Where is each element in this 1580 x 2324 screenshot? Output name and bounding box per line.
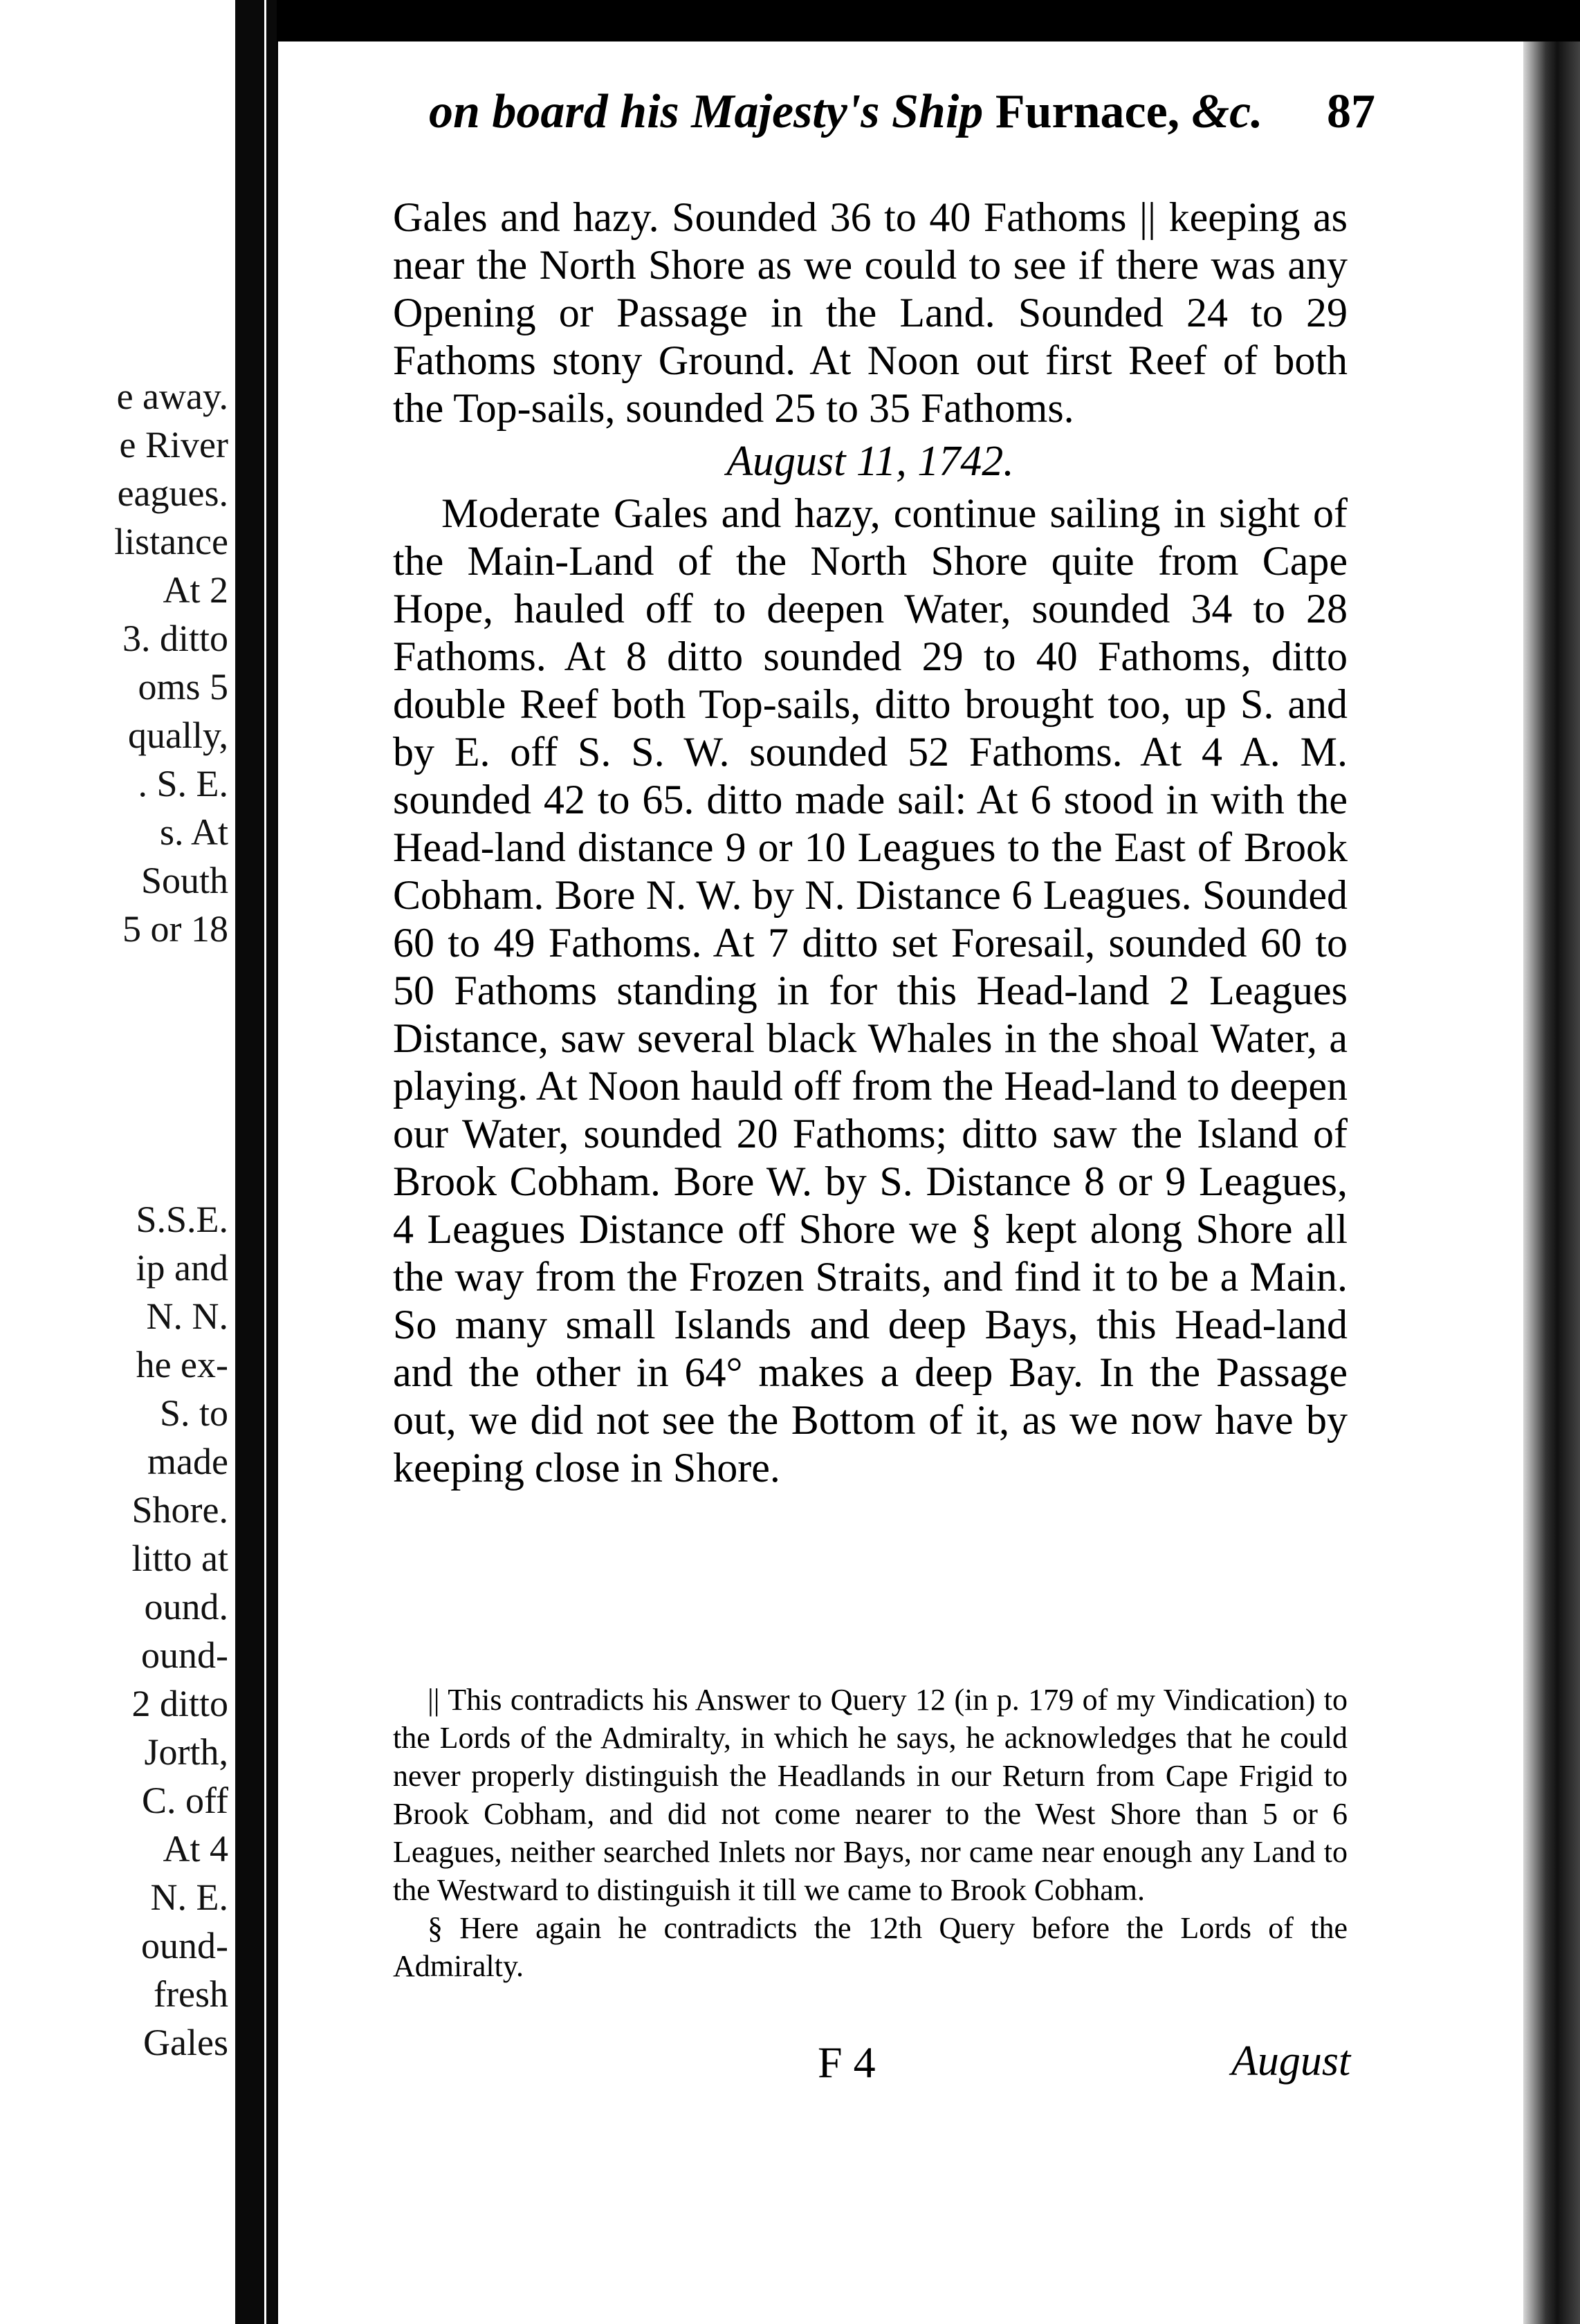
left-page-line bbox=[0, 1050, 228, 1098]
main-text bbox=[393, 194, 1348, 1492]
left-page-line: N. E. bbox=[150, 1876, 228, 1918]
left-page-line: oms 5 bbox=[138, 666, 228, 708]
left-page-line: At 2 bbox=[163, 569, 228, 611]
left-page-lines bbox=[0, 372, 228, 2067]
left-page-line: S. to bbox=[159, 1392, 228, 1434]
catchword: August bbox=[1231, 2038, 1351, 2085]
left-page-line: Jorth, bbox=[144, 1731, 228, 1773]
running-header bbox=[429, 84, 1375, 140]
footnote-2: § Here again he contradicts the 12th Query before the Lords of the Admiralty. bbox=[393, 1911, 1348, 1983]
left-page-line: e River bbox=[119, 424, 228, 465]
left-page-line: C. off bbox=[141, 1780, 228, 1821]
left-page-line: eagues. bbox=[117, 472, 228, 514]
left-page-line: listance bbox=[114, 521, 228, 562]
left-page-line: ound- bbox=[141, 1634, 228, 1676]
left-page-line: litto at bbox=[131, 1538, 228, 1579]
left-page-line: he ex- bbox=[136, 1344, 228, 1385]
left-page-line bbox=[0, 1098, 228, 1147]
left-page-line: made bbox=[147, 1441, 228, 1482]
paragraph-1: Gales and hazy. Sounded 36 to 40 Fathoms || keeping as near the North Shore as we could to see if there was any Opening or Passage in the Land. Sounded 24 to 29 Fathoms stony Ground. At Noon out first Reef of both the Top-sails, sounded 25 to 35 Fathoms. bbox=[393, 194, 1348, 431]
left-page-line: e away. bbox=[116, 376, 228, 417]
left-page-line: ound- bbox=[141, 1925, 228, 1966]
left-page-line: ip and bbox=[136, 1247, 228, 1289]
footnote-1: || This contradicts his Answer to Query 12 (in p. 179 of my Vindication) to the Lords of the Admiralty, in which he says, he acknowledges that he could never properly distinguish the Headlands in our Return from Cape Frigid to Brook Cobham, and did not come nearer to the West Shore than 5 or 6 Leagues, neither searched Inlets nor Bays, nor came near enough any Land to the Westward to distinguish it till we came to Brook Cobham. bbox=[393, 1683, 1348, 1907]
signature-mark: F 4 bbox=[818, 2038, 876, 2087]
gutter-edge-line bbox=[264, 0, 266, 2324]
left-page-line: fresh bbox=[154, 1973, 228, 2015]
left-page-line: Shore. bbox=[131, 1489, 228, 1531]
left-page-line: 5 or 18 bbox=[122, 908, 228, 950]
left-page-line: South bbox=[140, 860, 228, 901]
left-page-line: S.S.E. bbox=[136, 1199, 228, 1240]
ship-name: Furnace, bbox=[995, 85, 1180, 138]
left-page-line: 2 ditto bbox=[131, 1683, 228, 1724]
etc-mark: &c. bbox=[1191, 85, 1263, 138]
left-page-line bbox=[0, 953, 228, 1002]
page-number: 87 bbox=[1327, 85, 1375, 138]
left-page-line: ound. bbox=[144, 1586, 228, 1627]
left-page-line: N. N. bbox=[146, 1295, 228, 1337]
left-page-line: . S. E. bbox=[138, 763, 228, 804]
left-page-line: At 4 bbox=[163, 1828, 228, 1870]
left-page-line bbox=[0, 1147, 228, 1195]
paragraph-2: Moderate Gales and hazy, continue sailing in sight of the Main-Land of the North Shore quite from Cape Hope, hauled off to deepen Water, sounded 34 to 28 Fathoms. At 8 ditto sounded 29 to 40 Fathoms, ditto double Reef both Top-sails, ditto brought too, up S. and by E. off S. S. W. sounded 52 Fathoms. At 4 A. M. sounded 42 to 65. ditto made sail: At 6 stood in with the Head-land distance 9 or 10 Leagues to the East of Brook Cobham. Bore N. W. by N. Distance 6 Leagues. Sounded 60 to 49 Fathoms. At 7 ditto set Foresail, sounded 60 to 50 Fathoms standing in for this Head-land 2 Leagues Distance, saw several black Whales in the shoal Water, a playing. At Noon hauld off from the Head-land to deepen our Water, sounded 20 Fathoms; ditto saw the Island of Brook Cobham. Bore W. by S. Distance 8 or 9 Leagues, 4 Leagues Distance off Shore we § kept along Shore all the way from the Frozen Straits, and find it to be a Main. So many small Islands and deep Bays, this Head-land and the other in 64° makes a deep Bay. In the Passage out, we did not see the Bottom of it, as we now have by keeping close in Shore. bbox=[393, 490, 1348, 1491]
left-page-line: s. At bbox=[159, 811, 228, 853]
page-edge-shadow bbox=[1523, 42, 1580, 2324]
left-page-line: 3. ditto bbox=[122, 618, 228, 659]
date-heading: August 11, 1742. bbox=[726, 438, 1014, 485]
left-page-fragment bbox=[0, 0, 235, 2324]
book-gutter bbox=[235, 0, 277, 2324]
left-page-line: Gales bbox=[143, 2022, 228, 2063]
left-page-line: qually, bbox=[128, 714, 228, 756]
left-page-line bbox=[0, 1002, 228, 1050]
running-title: on board his Majesty's Ship bbox=[429, 85, 984, 138]
footnotes bbox=[393, 1681, 1348, 1985]
